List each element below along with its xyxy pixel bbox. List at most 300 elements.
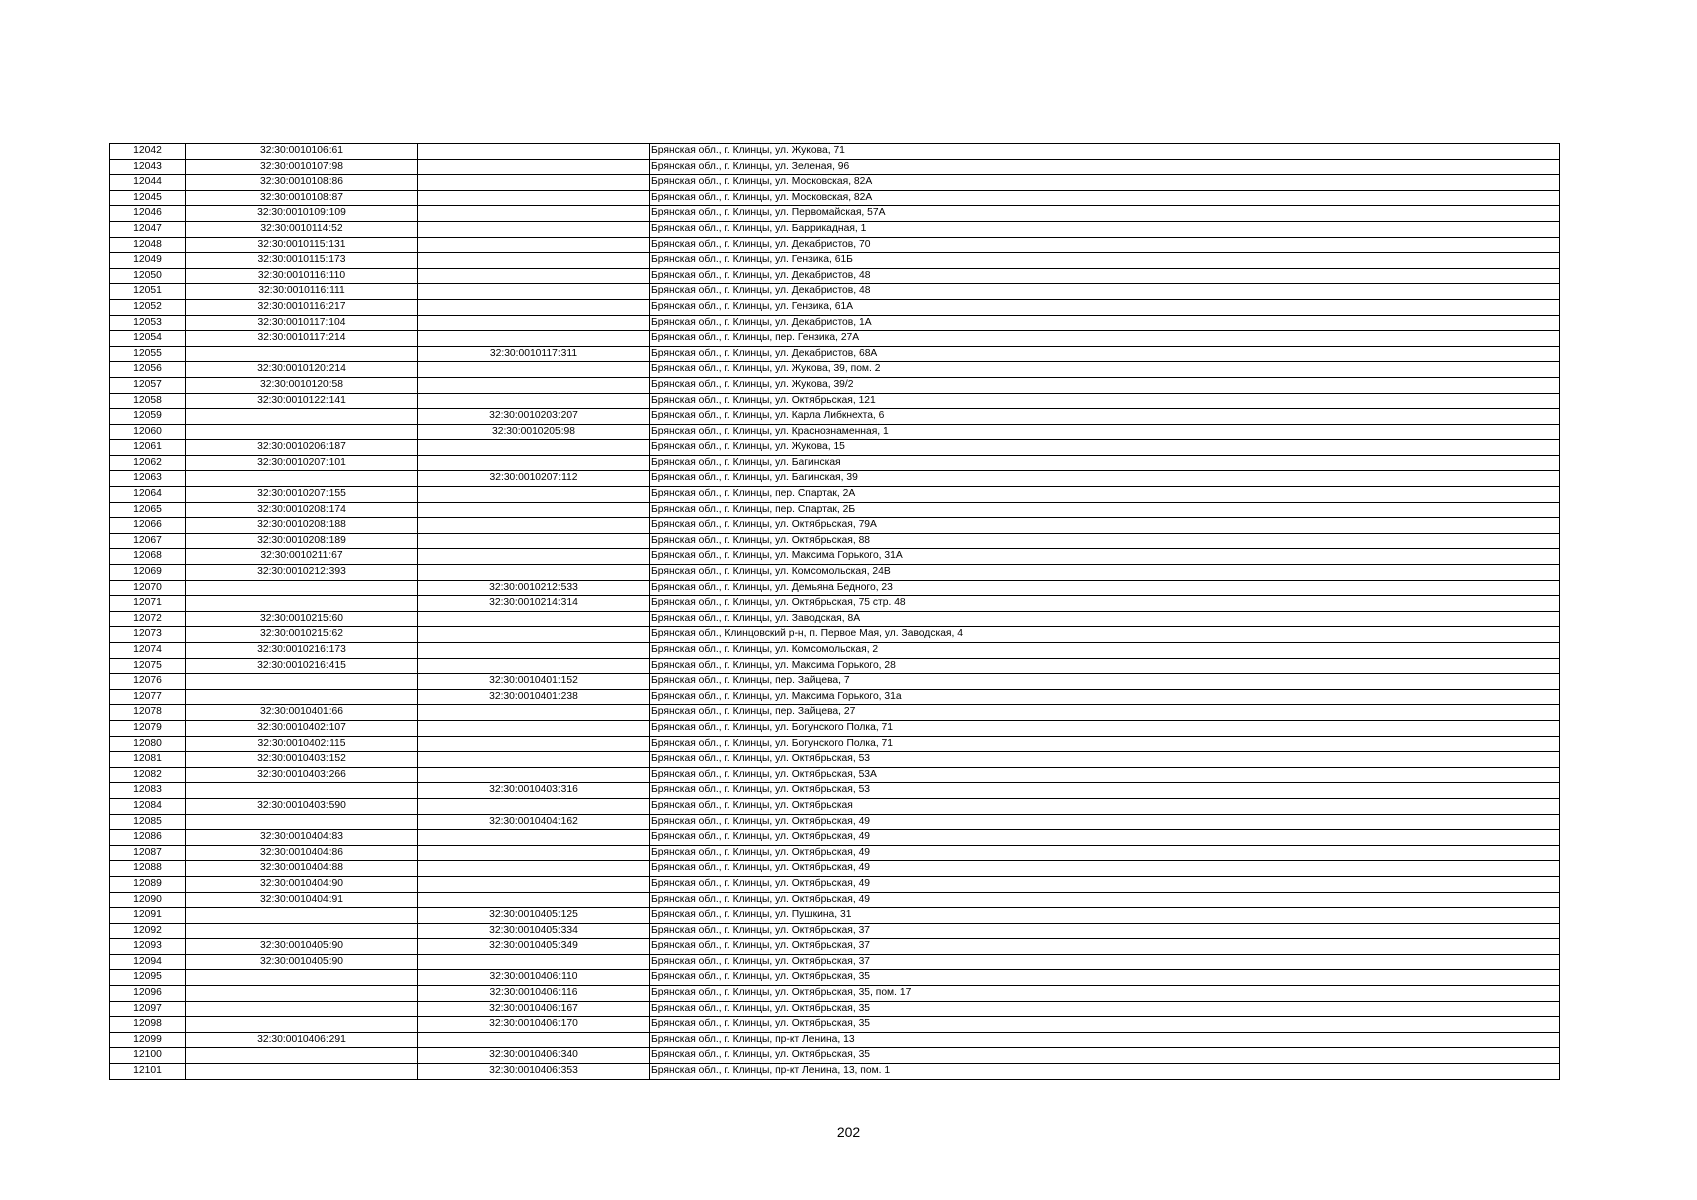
row-number-cell: 12099 — [110, 1032, 186, 1048]
cadastral-number-secondary-cell — [418, 658, 650, 674]
address-cell: Брянская обл., г. Клинцы, ул. Октябрьская, 75 стр. 48 — [650, 596, 1560, 612]
table-row — [110, 487, 1560, 503]
row-number-cell: 12044 — [110, 175, 186, 191]
address-cell: Брянская обл., г. Клинцы, пр-кт Ленина, 13 — [650, 1032, 1560, 1048]
address-cell: Брянская обл., г. Клинцы, ул. Жукова, 39/2 — [650, 377, 1560, 393]
cadastral-number-secondary-cell — [418, 736, 650, 752]
cadastral-number-secondary-cell — [418, 627, 650, 643]
row-number-cell: 12054 — [110, 331, 186, 347]
address-cell: Брянская обл., г. Клинцы, ул. Богунского Полка, 71 — [650, 720, 1560, 736]
row-number-cell: 12070 — [110, 580, 186, 596]
cadastral-number-secondary-cell — [418, 331, 650, 347]
row-number-cell: 12059 — [110, 409, 186, 425]
cadastral-number-secondary-cell: 32:30:0010405:125 — [418, 908, 650, 924]
row-number-cell: 12101 — [110, 1064, 186, 1080]
address-cell: Брянская обл., г. Клинцы, ул. Максима Горького, 31а — [650, 689, 1560, 705]
cadastral-number-cell — [186, 970, 418, 986]
cadastral-number-cell — [186, 1001, 418, 1017]
address-cell: Брянская обл., г. Клинцы, ул. Краснознаменная, 1 — [650, 424, 1560, 440]
address-cell: Брянская обл., г. Клинцы, ул. Демьяна Бедного, 23 — [650, 580, 1560, 596]
cadastral-number-cell: 32:30:0010122:141 — [186, 393, 418, 409]
address-cell: Брянская обл., г. Клинцы, ул. Первомайская, 57А — [650, 206, 1560, 222]
table-row — [110, 689, 1560, 705]
address-cell: Брянская обл., г. Клинцы, ул. Жукова, 39, пом. 2 — [650, 362, 1560, 378]
cadastral-number-cell: 32:30:0010404:86 — [186, 845, 418, 861]
cadastral-number-secondary-cell — [418, 549, 650, 565]
cadastral-number-cell: 32:30:0010207:101 — [186, 455, 418, 471]
address-cell: Брянская обл., г. Клинцы, ул. Октябрьская, 49 — [650, 876, 1560, 892]
cadastral-number-secondary-cell: 32:30:0010214:314 — [418, 596, 650, 612]
cadastral-number-cell: 32:30:0010406:291 — [186, 1032, 418, 1048]
address-cell: Брянская обл., г. Клинцы, ул. Октябрьская, 37 — [650, 923, 1560, 939]
address-cell: Брянская обл., г. Клинцы, пер. Спартак, 2Б — [650, 502, 1560, 518]
table-row — [110, 674, 1560, 690]
row-number-cell: 12061 — [110, 440, 186, 456]
row-number-cell: 12093 — [110, 939, 186, 955]
row-number-cell: 12051 — [110, 284, 186, 300]
table-row — [110, 284, 1560, 300]
table-row — [110, 268, 1560, 284]
table-row — [110, 159, 1560, 175]
cadastral-number-cell — [186, 1048, 418, 1064]
address-cell: Брянская обл., г. Клинцы, ул. Богунского Полка, 71 — [650, 736, 1560, 752]
table-row — [110, 970, 1560, 986]
table-row — [110, 253, 1560, 269]
address-cell: Брянская обл., г. Клинцы, ул. Комсомольская, 2 — [650, 643, 1560, 659]
row-number-cell: 12064 — [110, 487, 186, 503]
cadastral-number-secondary-cell — [418, 954, 650, 970]
cadastral-number-secondary-cell — [418, 845, 650, 861]
table-row — [110, 658, 1560, 674]
cadastral-number-cell: 32:30:0010404:91 — [186, 892, 418, 908]
table-row — [110, 424, 1560, 440]
cadastral-number-secondary-cell — [418, 767, 650, 783]
address-cell: Брянская обл., г. Клинцы, ул. Октябрьская, 49 — [650, 830, 1560, 846]
address-cell: Брянская обл., г. Клинцы, ул. Максима Горького, 28 — [650, 658, 1560, 674]
cadastral-number-secondary-cell — [418, 720, 650, 736]
row-number-cell: 12084 — [110, 798, 186, 814]
table-row — [110, 299, 1560, 315]
address-cell: Брянская обл., г. Клинцы, ул. Жукова, 15 — [650, 440, 1560, 456]
cadastral-number-cell — [186, 471, 418, 487]
row-number-cell: 12045 — [110, 190, 186, 206]
cadastral-number-cell: 32:30:0010405:90 — [186, 954, 418, 970]
cadastral-number-cell: 32:30:0010402:107 — [186, 720, 418, 736]
address-cell: Брянская обл., г. Клинцы, ул. Комсомольская, 24В — [650, 565, 1560, 581]
table-row — [110, 377, 1560, 393]
table-row — [110, 736, 1560, 752]
row-number-cell: 12087 — [110, 845, 186, 861]
row-number-cell: 12057 — [110, 377, 186, 393]
table-row — [110, 362, 1560, 378]
table-row — [110, 752, 1560, 768]
address-cell: Брянская обл., г. Клинцы, ул. Октябрьская, 53 — [650, 752, 1560, 768]
row-number-cell: 12056 — [110, 362, 186, 378]
address-cell: Брянская обл., г. Клинцы, ул. Декабристов, 48 — [650, 284, 1560, 300]
cadastral-number-secondary-cell: 32:30:0010403:316 — [418, 783, 650, 799]
cadastral-number-cell — [186, 908, 418, 924]
row-number-cell: 12092 — [110, 923, 186, 939]
table-row — [110, 455, 1560, 471]
address-cell: Брянская обл., г. Клинцы, ул. Максима Горького, 31А — [650, 549, 1560, 565]
cadastral-number-secondary-cell: 32:30:0010406:353 — [418, 1064, 650, 1080]
address-cell: Брянская обл., г. Клинцы, ул. Октябрьская, 53А — [650, 767, 1560, 783]
table-row — [110, 798, 1560, 814]
row-number-cell: 12098 — [110, 1017, 186, 1033]
cadastral-number-secondary-cell — [418, 487, 650, 503]
cadastral-number-cell: 32:30:0010117:104 — [186, 315, 418, 331]
cadastral-number-cell: 32:30:0010207:155 — [186, 487, 418, 503]
row-number-cell: 12080 — [110, 736, 186, 752]
cadastral-number-secondary-cell: 32:30:0010401:152 — [418, 674, 650, 690]
address-cell: Брянская обл., г. Клинцы, ул. Декабристов, 48 — [650, 268, 1560, 284]
cadastral-number-secondary-cell: 32:30:0010207:112 — [418, 471, 650, 487]
row-number-cell: 12047 — [110, 221, 186, 237]
address-cell: Брянская обл., г. Клинцы, ул. Октябрьская, 121 — [650, 393, 1560, 409]
page-number: 202 — [836, 1124, 861, 1140]
table-row — [110, 876, 1560, 892]
cadastral-number-cell: 32:30:0010116:110 — [186, 268, 418, 284]
cadastral-number-secondary-cell — [418, 533, 650, 549]
cadastral-number-cell: 32:30:0010120:58 — [186, 377, 418, 393]
cadastral-number-secondary-cell — [418, 830, 650, 846]
row-number-cell: 12081 — [110, 752, 186, 768]
cadastral-number-secondary-cell — [418, 299, 650, 315]
row-number-cell: 12088 — [110, 861, 186, 877]
table-row — [110, 315, 1560, 331]
cadastral-number-cell — [186, 923, 418, 939]
cadastral-number-cell: 32:30:0010403:152 — [186, 752, 418, 768]
cadastral-number-secondary-cell — [418, 565, 650, 581]
address-cell: Брянская обл., г. Клинцы, ул. Октябрьская, 79А — [650, 518, 1560, 534]
cadastral-number-cell: 32:30:0010109:109 — [186, 206, 418, 222]
address-cell: Брянская обл., г. Клинцы, ул. Баррикадная, 1 — [650, 221, 1560, 237]
cadastral-number-cell: 32:30:0010403:266 — [186, 767, 418, 783]
table-row — [110, 346, 1560, 362]
row-number-cell: 12076 — [110, 674, 186, 690]
table-row — [110, 221, 1560, 237]
table-row — [110, 206, 1560, 222]
cadastral-number-cell: 32:30:0010208:189 — [186, 533, 418, 549]
table-row — [110, 939, 1560, 955]
row-number-cell: 12046 — [110, 206, 186, 222]
cadastral-number-secondary-cell — [418, 253, 650, 269]
row-number-cell: 12058 — [110, 393, 186, 409]
cadastral-number-secondary-cell — [418, 268, 650, 284]
row-number-cell: 12097 — [110, 1001, 186, 1017]
address-cell: Брянская обл., Клинцовский р-н, п. Первое Мая, ул. Заводская, 4 — [650, 627, 1560, 643]
cadastral-number-secondary-cell — [418, 221, 650, 237]
address-cell: Брянская обл., г. Клинцы, ул. Октябрьская, 49 — [650, 892, 1560, 908]
cadastral-number-cell: 32:30:0010215:62 — [186, 627, 418, 643]
cadastral-number-cell — [186, 409, 418, 425]
table-row — [110, 471, 1560, 487]
row-number-cell: 12074 — [110, 643, 186, 659]
cadastral-number-secondary-cell — [418, 455, 650, 471]
cadastral-number-secondary-cell — [418, 861, 650, 877]
cadastral-number-cell: 32:30:0010404:88 — [186, 861, 418, 877]
table-row — [110, 627, 1560, 643]
table-row — [110, 596, 1560, 612]
table-row — [110, 1032, 1560, 1048]
cadastral-number-secondary-cell — [418, 315, 650, 331]
cadastral-number-cell: 32:30:0010402:115 — [186, 736, 418, 752]
cadastral-number-cell: 32:30:0010108:86 — [186, 175, 418, 191]
address-cell: Брянская обл., г. Клинцы, ул. Октябрьская, 53 — [650, 783, 1560, 799]
table-row — [110, 533, 1560, 549]
address-cell: Брянская обл., г. Клинцы, ул. Декабристов, 68А — [650, 346, 1560, 362]
table-row — [110, 1048, 1560, 1064]
cadastral-number-cell: 32:30:0010216:415 — [186, 658, 418, 674]
cadastral-number-secondary-cell — [418, 190, 650, 206]
address-cell: Брянская обл., г. Клинцы, ул. Московская, 82А — [650, 175, 1560, 191]
cadastral-number-secondary-cell — [418, 144, 650, 160]
table-row — [110, 331, 1560, 347]
table-row — [110, 908, 1560, 924]
cadastral-number-cell: 32:30:0010117:214 — [186, 331, 418, 347]
cadastral-number-cell: 32:30:0010116:217 — [186, 299, 418, 315]
table-row — [110, 565, 1560, 581]
table-row — [110, 1001, 1560, 1017]
row-number-cell: 12052 — [110, 299, 186, 315]
cadastral-number-cell — [186, 689, 418, 705]
table-row — [110, 986, 1560, 1002]
row-number-cell: 12082 — [110, 767, 186, 783]
address-cell: Брянская обл., г. Клинцы, ул. Октябрьская — [650, 798, 1560, 814]
cadastral-number-secondary-cell — [418, 876, 650, 892]
row-number-cell: 12077 — [110, 689, 186, 705]
address-cell: Брянская обл., г. Клинцы, ул. Зеленая, 96 — [650, 159, 1560, 175]
cadastral-number-secondary-cell — [418, 206, 650, 222]
cadastral-number-cell — [186, 1064, 418, 1080]
cadastral-number-cell: 32:30:0010212:393 — [186, 565, 418, 581]
table-row — [110, 549, 1560, 565]
row-number-cell: 12055 — [110, 346, 186, 362]
table-row — [110, 175, 1560, 191]
cadastral-number-secondary-cell: 32:30:0010406:340 — [418, 1048, 650, 1064]
address-cell: Брянская обл., г. Клинцы, ул. Московская, 82А — [650, 190, 1560, 206]
registry-table-body — [110, 144, 1560, 1080]
table-row — [110, 440, 1560, 456]
cadastral-number-secondary-cell — [418, 798, 650, 814]
table-row — [110, 783, 1560, 799]
cadastral-number-secondary-cell — [418, 237, 650, 253]
address-cell: Брянская обл., г. Клинцы, пер. Гензика, 27А — [650, 331, 1560, 347]
table-row — [110, 954, 1560, 970]
cadastral-number-cell — [186, 783, 418, 799]
table-row — [110, 643, 1560, 659]
row-number-cell: 12042 — [110, 144, 186, 160]
cadastral-number-secondary-cell: 32:30:0010406:167 — [418, 1001, 650, 1017]
row-number-cell: 12085 — [110, 814, 186, 830]
address-cell: Брянская обл., г. Клинцы, пер. Зайцева, 7 — [650, 674, 1560, 690]
cadastral-number-cell: 32:30:0010404:83 — [186, 830, 418, 846]
row-number-cell: 12100 — [110, 1048, 186, 1064]
cadastral-number-secondary-cell: 32:30:0010117:311 — [418, 346, 650, 362]
cadastral-number-cell — [186, 346, 418, 362]
address-cell: Брянская обл., г. Клинцы, ул. Карла Либкнехта, 6 — [650, 409, 1560, 425]
address-cell: Брянская обл., г. Клинцы, пр-кт Ленина, 13, пом. 1 — [650, 1064, 1560, 1080]
address-cell: Брянская обл., г. Клинцы, ул. Октябрьская, 35 — [650, 1017, 1560, 1033]
cadastral-number-secondary-cell: 32:30:0010406:170 — [418, 1017, 650, 1033]
address-cell: Брянская обл., г. Клинцы, пер. Зайцева, 27 — [650, 705, 1560, 721]
address-cell: Брянская обл., г. Клинцы, ул. Декабристов, 70 — [650, 237, 1560, 253]
row-number-cell: 12089 — [110, 876, 186, 892]
row-number-cell: 12078 — [110, 705, 186, 721]
row-number-cell: 12073 — [110, 627, 186, 643]
table-row — [110, 830, 1560, 846]
cadastral-number-secondary-cell — [418, 440, 650, 456]
row-number-cell: 12068 — [110, 549, 186, 565]
address-cell: Брянская обл., г. Клинцы, ул. Жукова, 71 — [650, 144, 1560, 160]
cadastral-number-secondary-cell: 32:30:0010406:116 — [418, 986, 650, 1002]
address-cell: Брянская обл., г. Клинцы, ул. Октябрьская, 35 — [650, 1001, 1560, 1017]
address-cell: Брянская обл., г. Клинцы, ул. Октябрьская, 88 — [650, 533, 1560, 549]
cadastral-number-cell: 32:30:0010106:61 — [186, 144, 418, 160]
cadastral-number-cell: 32:30:0010215:60 — [186, 611, 418, 627]
row-number-cell: 12095 — [110, 970, 186, 986]
row-number-cell: 12066 — [110, 518, 186, 534]
cadastral-number-cell: 32:30:0010115:173 — [186, 253, 418, 269]
address-cell: Брянская обл., г. Клинцы, ул. Гензика, 61Б — [650, 253, 1560, 269]
address-cell: Брянская обл., г. Клинцы, ул. Октябрьская, 49 — [650, 845, 1560, 861]
cadastral-number-cell: 32:30:0010206:187 — [186, 440, 418, 456]
address-cell: Брянская обл., г. Клинцы, ул. Багинская — [650, 455, 1560, 471]
table-row — [110, 1017, 1560, 1033]
cadastral-number-secondary-cell — [418, 1032, 650, 1048]
property-registry-table — [109, 143, 1560, 1080]
address-cell: Брянская обл., г. Клинцы, ул. Декабристов, 1А — [650, 315, 1560, 331]
table-row — [110, 409, 1560, 425]
address-cell: Брянская обл., г. Клинцы, ул. Пушкина, 31 — [650, 908, 1560, 924]
address-cell: Брянская обл., г. Клинцы, ул. Октябрьская, 35 — [650, 1048, 1560, 1064]
row-number-cell: 12096 — [110, 986, 186, 1002]
table-row — [110, 923, 1560, 939]
row-number-cell: 12090 — [110, 892, 186, 908]
cadastral-number-secondary-cell — [418, 502, 650, 518]
cadastral-number-cell: 32:30:0010114:52 — [186, 221, 418, 237]
table-row — [110, 393, 1560, 409]
table-row — [110, 892, 1560, 908]
address-cell: Брянская обл., г. Клинцы, ул. Октябрьская, 35, пом. 17 — [650, 986, 1560, 1002]
cadastral-number-cell: 32:30:0010211:67 — [186, 549, 418, 565]
cadastral-number-cell: 32:30:0010107:98 — [186, 159, 418, 175]
row-number-cell: 12075 — [110, 658, 186, 674]
row-number-cell: 12086 — [110, 830, 186, 846]
cadastral-number-secondary-cell: 32:30:0010405:334 — [418, 923, 650, 939]
row-number-cell: 12043 — [110, 159, 186, 175]
row-number-cell: 12071 — [110, 596, 186, 612]
cadastral-number-cell — [186, 424, 418, 440]
row-number-cell: 12067 — [110, 533, 186, 549]
cadastral-number-cell: 32:30:0010401:66 — [186, 705, 418, 721]
table-row — [110, 502, 1560, 518]
cadastral-number-secondary-cell: 32:30:0010212:533 — [418, 580, 650, 596]
cadastral-number-secondary-cell: 32:30:0010203:207 — [418, 409, 650, 425]
cadastral-number-cell: 32:30:0010404:90 — [186, 876, 418, 892]
row-number-cell: 12069 — [110, 565, 186, 581]
row-number-cell: 12072 — [110, 611, 186, 627]
cadastral-number-secondary-cell — [418, 175, 650, 191]
cadastral-number-cell: 32:30:0010120:214 — [186, 362, 418, 378]
cadastral-number-cell: 32:30:0010216:173 — [186, 643, 418, 659]
table-row — [110, 767, 1560, 783]
address-cell: Брянская обл., г. Клинцы, ул. Октябрьская, 49 — [650, 814, 1560, 830]
cadastral-number-secondary-cell — [418, 611, 650, 627]
row-number-cell: 12053 — [110, 315, 186, 331]
address-cell: Брянская обл., г. Клинцы, ул. Заводская, 8А — [650, 611, 1560, 627]
cadastral-number-cell: 32:30:0010208:174 — [186, 502, 418, 518]
cadastral-number-secondary-cell: 32:30:0010205:98 — [418, 424, 650, 440]
row-number-cell: 12050 — [110, 268, 186, 284]
row-number-cell: 12079 — [110, 720, 186, 736]
address-cell: Брянская обл., г. Клинцы, пер. Спартак, 2А — [650, 487, 1560, 503]
row-number-cell: 12094 — [110, 954, 186, 970]
table-row — [110, 518, 1560, 534]
cadastral-number-secondary-cell — [418, 892, 650, 908]
table-row — [110, 720, 1560, 736]
table-row — [110, 705, 1560, 721]
cadastral-number-secondary-cell — [418, 284, 650, 300]
table-row — [110, 580, 1560, 596]
row-number-cell: 12091 — [110, 908, 186, 924]
row-number-cell: 12083 — [110, 783, 186, 799]
row-number-cell: 12049 — [110, 253, 186, 269]
cadastral-number-cell — [186, 596, 418, 612]
cadastral-number-secondary-cell — [418, 362, 650, 378]
table-row — [110, 144, 1560, 160]
table-row — [110, 814, 1560, 830]
table-row — [110, 845, 1560, 861]
table-row — [110, 237, 1560, 253]
address-cell: Брянская обл., г. Клинцы, ул. Багинская, 39 — [650, 471, 1560, 487]
cadastral-number-cell — [186, 814, 418, 830]
cadastral-number-secondary-cell — [418, 393, 650, 409]
cadastral-number-secondary-cell: 32:30:0010406:110 — [418, 970, 650, 986]
table-row — [110, 1064, 1560, 1080]
cadastral-number-cell: 32:30:0010108:87 — [186, 190, 418, 206]
address-cell: Брянская обл., г. Клинцы, ул. Гензика, 61А — [650, 299, 1560, 315]
row-number-cell: 12065 — [110, 502, 186, 518]
cadastral-number-secondary-cell: 32:30:0010401:238 — [418, 689, 650, 705]
cadastral-number-cell: 32:30:0010115:131 — [186, 237, 418, 253]
cadastral-number-cell: 32:30:0010208:188 — [186, 518, 418, 534]
address-cell: Брянская обл., г. Клинцы, ул. Октябрьская, 49 — [650, 861, 1560, 877]
cadastral-number-secondary-cell: 32:30:0010405:349 — [418, 939, 650, 955]
table-row — [110, 190, 1560, 206]
cadastral-number-cell — [186, 986, 418, 1002]
cadastral-number-cell — [186, 674, 418, 690]
cadastral-number-cell — [186, 1017, 418, 1033]
row-number-cell: 12060 — [110, 424, 186, 440]
cadastral-number-secondary-cell — [418, 159, 650, 175]
cadastral-number-secondary-cell — [418, 377, 650, 393]
cadastral-number-cell — [186, 580, 418, 596]
address-cell: Брянская обл., г. Клинцы, ул. Октябрьская, 37 — [650, 954, 1560, 970]
row-number-cell: 12062 — [110, 455, 186, 471]
cadastral-number-cell: 32:30:0010403:590 — [186, 798, 418, 814]
cadastral-number-cell: 32:30:0010405:90 — [186, 939, 418, 955]
table-row — [110, 611, 1560, 627]
row-number-cell: 12063 — [110, 471, 186, 487]
table-row — [110, 861, 1560, 877]
cadastral-number-secondary-cell: 32:30:0010404:162 — [418, 814, 650, 830]
cadastral-number-secondary-cell — [418, 752, 650, 768]
address-cell: Брянская обл., г. Клинцы, ул. Октябрьская, 37 — [650, 939, 1560, 955]
row-number-cell: 12048 — [110, 237, 186, 253]
cadastral-number-cell: 32:30:0010116:111 — [186, 284, 418, 300]
address-cell: Брянская обл., г. Клинцы, ул. Октябрьская, 35 — [650, 970, 1560, 986]
